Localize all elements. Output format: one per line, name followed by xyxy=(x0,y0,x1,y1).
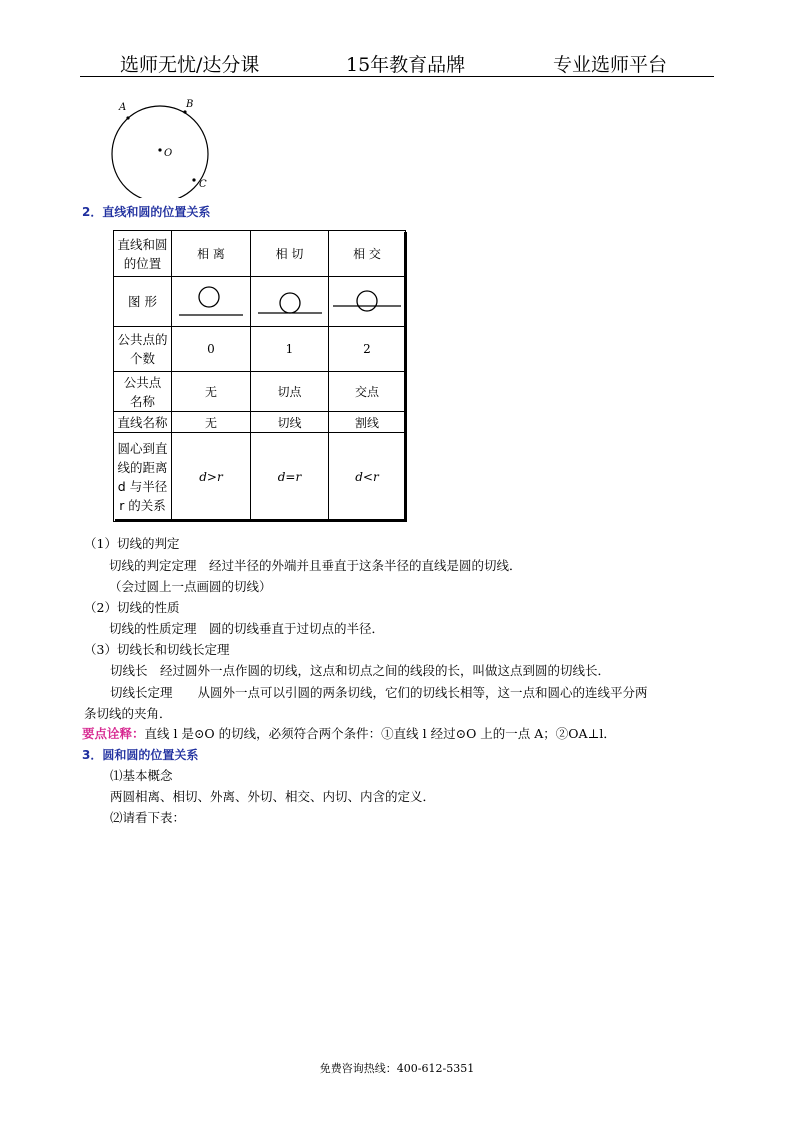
tangent-figure-icon xyxy=(252,277,328,323)
table-row xyxy=(114,327,406,372)
table-row xyxy=(114,372,406,412)
item-see-table: ⑵请看下表： xyxy=(110,810,186,825)
point-b-dot xyxy=(183,110,186,113)
point-c-label: C xyxy=(199,179,207,190)
point-a-dot xyxy=(126,116,129,119)
distance-separate: d>r xyxy=(172,433,251,522)
row-label-line: 的位置 xyxy=(123,255,162,271)
header-right: 专业选师平台 xyxy=(553,54,668,76)
col-header-separate: 相 离 xyxy=(172,231,251,277)
line-name-intersect: 割线 xyxy=(329,412,406,433)
distance-intersect: d<r xyxy=(329,433,406,522)
row-label-line: 线的距离 xyxy=(117,460,168,475)
row-label-line: r 的关系 xyxy=(119,498,166,513)
tangent-criterion-theorem: 切线的判定定理 经过半径的外端并且垂直于这条半径的直线是圆的切线． xyxy=(109,558,522,573)
line-name-tangent: 切线 xyxy=(251,412,329,433)
tangent-length-theorem: 切线长定理 从圆外一点可以引圆的两条切线，它们的切线长相等，这一点和圆心的连线平分两 xyxy=(110,685,648,700)
table-row xyxy=(114,231,406,277)
col-header-tangent: 相 切 xyxy=(251,231,329,277)
row-label-line: 名称 xyxy=(129,393,155,409)
key-note-text: 直线 l 是⊙O 的切线，必须符合两个条件：①直线 l 经过⊙O 上的一点 A；②OA⊥l． xyxy=(144,726,616,741)
row-label-point-name xyxy=(114,372,172,412)
tangent-criterion-note: （会过圆上一点画圆的切线） xyxy=(109,579,272,594)
row-label-line: 直线和圆 xyxy=(117,236,168,252)
count-separate: 0 xyxy=(172,327,251,372)
center-label: O xyxy=(164,148,173,159)
key-note xyxy=(82,725,616,743)
key-note-label: 要点诠释： xyxy=(82,726,145,741)
point-c-dot xyxy=(192,178,195,181)
row-label-line: 个数 xyxy=(129,351,155,366)
count-intersect: 2 xyxy=(329,327,406,372)
col-header-intersect: 相 交 xyxy=(329,231,406,277)
item-tangent-property: （2）切线的性质 xyxy=(84,600,180,615)
row-label-distance xyxy=(114,433,172,522)
item-tangent-criterion: （1）切线的判定 xyxy=(84,536,180,551)
table-row xyxy=(114,433,406,522)
point-name-tangent: 切点 xyxy=(251,372,329,412)
header-center: 15年教育品牌 xyxy=(346,54,466,76)
tangent-length-definition: 切线长 经过圆外一点作圆的切线，这点和切点之间的线段的长，叫做这点到圆的切线长． xyxy=(110,663,611,678)
item-tangent-length: （3）切线长和切线长定理 xyxy=(84,642,230,657)
row-label-figure: 图 形 xyxy=(114,277,172,327)
point-b-label: B xyxy=(186,99,194,110)
row-label-relation xyxy=(114,231,172,277)
row-label-line: 圆心到直 xyxy=(117,441,168,456)
figure-separate xyxy=(172,277,251,327)
footer-hotline: 免费咨询热线：400-612-5351 xyxy=(319,1062,475,1075)
point-name-separate: 无 xyxy=(172,372,251,412)
item-basic-concepts: ⑴基本概念 xyxy=(110,768,173,783)
row-label-line-name: 直线名称 xyxy=(114,412,172,433)
header-rule xyxy=(80,76,714,77)
center-dot xyxy=(158,148,161,151)
table-row xyxy=(114,412,406,433)
point-a-label: A xyxy=(119,102,127,113)
table-row xyxy=(114,277,406,327)
figure-tangent xyxy=(251,277,329,327)
point-name-intersect: 交点 xyxy=(329,372,406,412)
basic-concepts-text: 两圆相离、相切、外离、外切、相交、内切、内含的定义． xyxy=(110,789,436,804)
figure-intersect xyxy=(329,277,406,327)
tangent-length-theorem-cont: 条切线的夹角． xyxy=(84,706,172,721)
line-name-separate: 无 xyxy=(172,412,251,433)
row-label-line: 公共点 xyxy=(123,374,162,390)
section-2-heading: 2．直线和圆的位置关系 xyxy=(82,205,211,219)
count-tangent: 1 xyxy=(251,327,329,372)
line-circle-relation-table xyxy=(113,230,406,522)
distance-tangent: d=r xyxy=(251,433,329,522)
circle-figure xyxy=(108,98,228,198)
row-label-line: 公共点的 xyxy=(117,332,168,347)
header-left: 选师无忧/达分课 xyxy=(120,54,260,76)
separate-figure-icon xyxy=(173,277,249,323)
row-label-count xyxy=(114,327,172,372)
section-3-heading: 3．圆和圆的位置关系 xyxy=(82,748,199,762)
tangent-property-theorem: 切线的性质定理 圆的切线垂直于过切点的半径． xyxy=(109,621,385,636)
intersect-figure-icon xyxy=(329,277,405,323)
row-label-line: d 与半径 xyxy=(117,479,168,494)
